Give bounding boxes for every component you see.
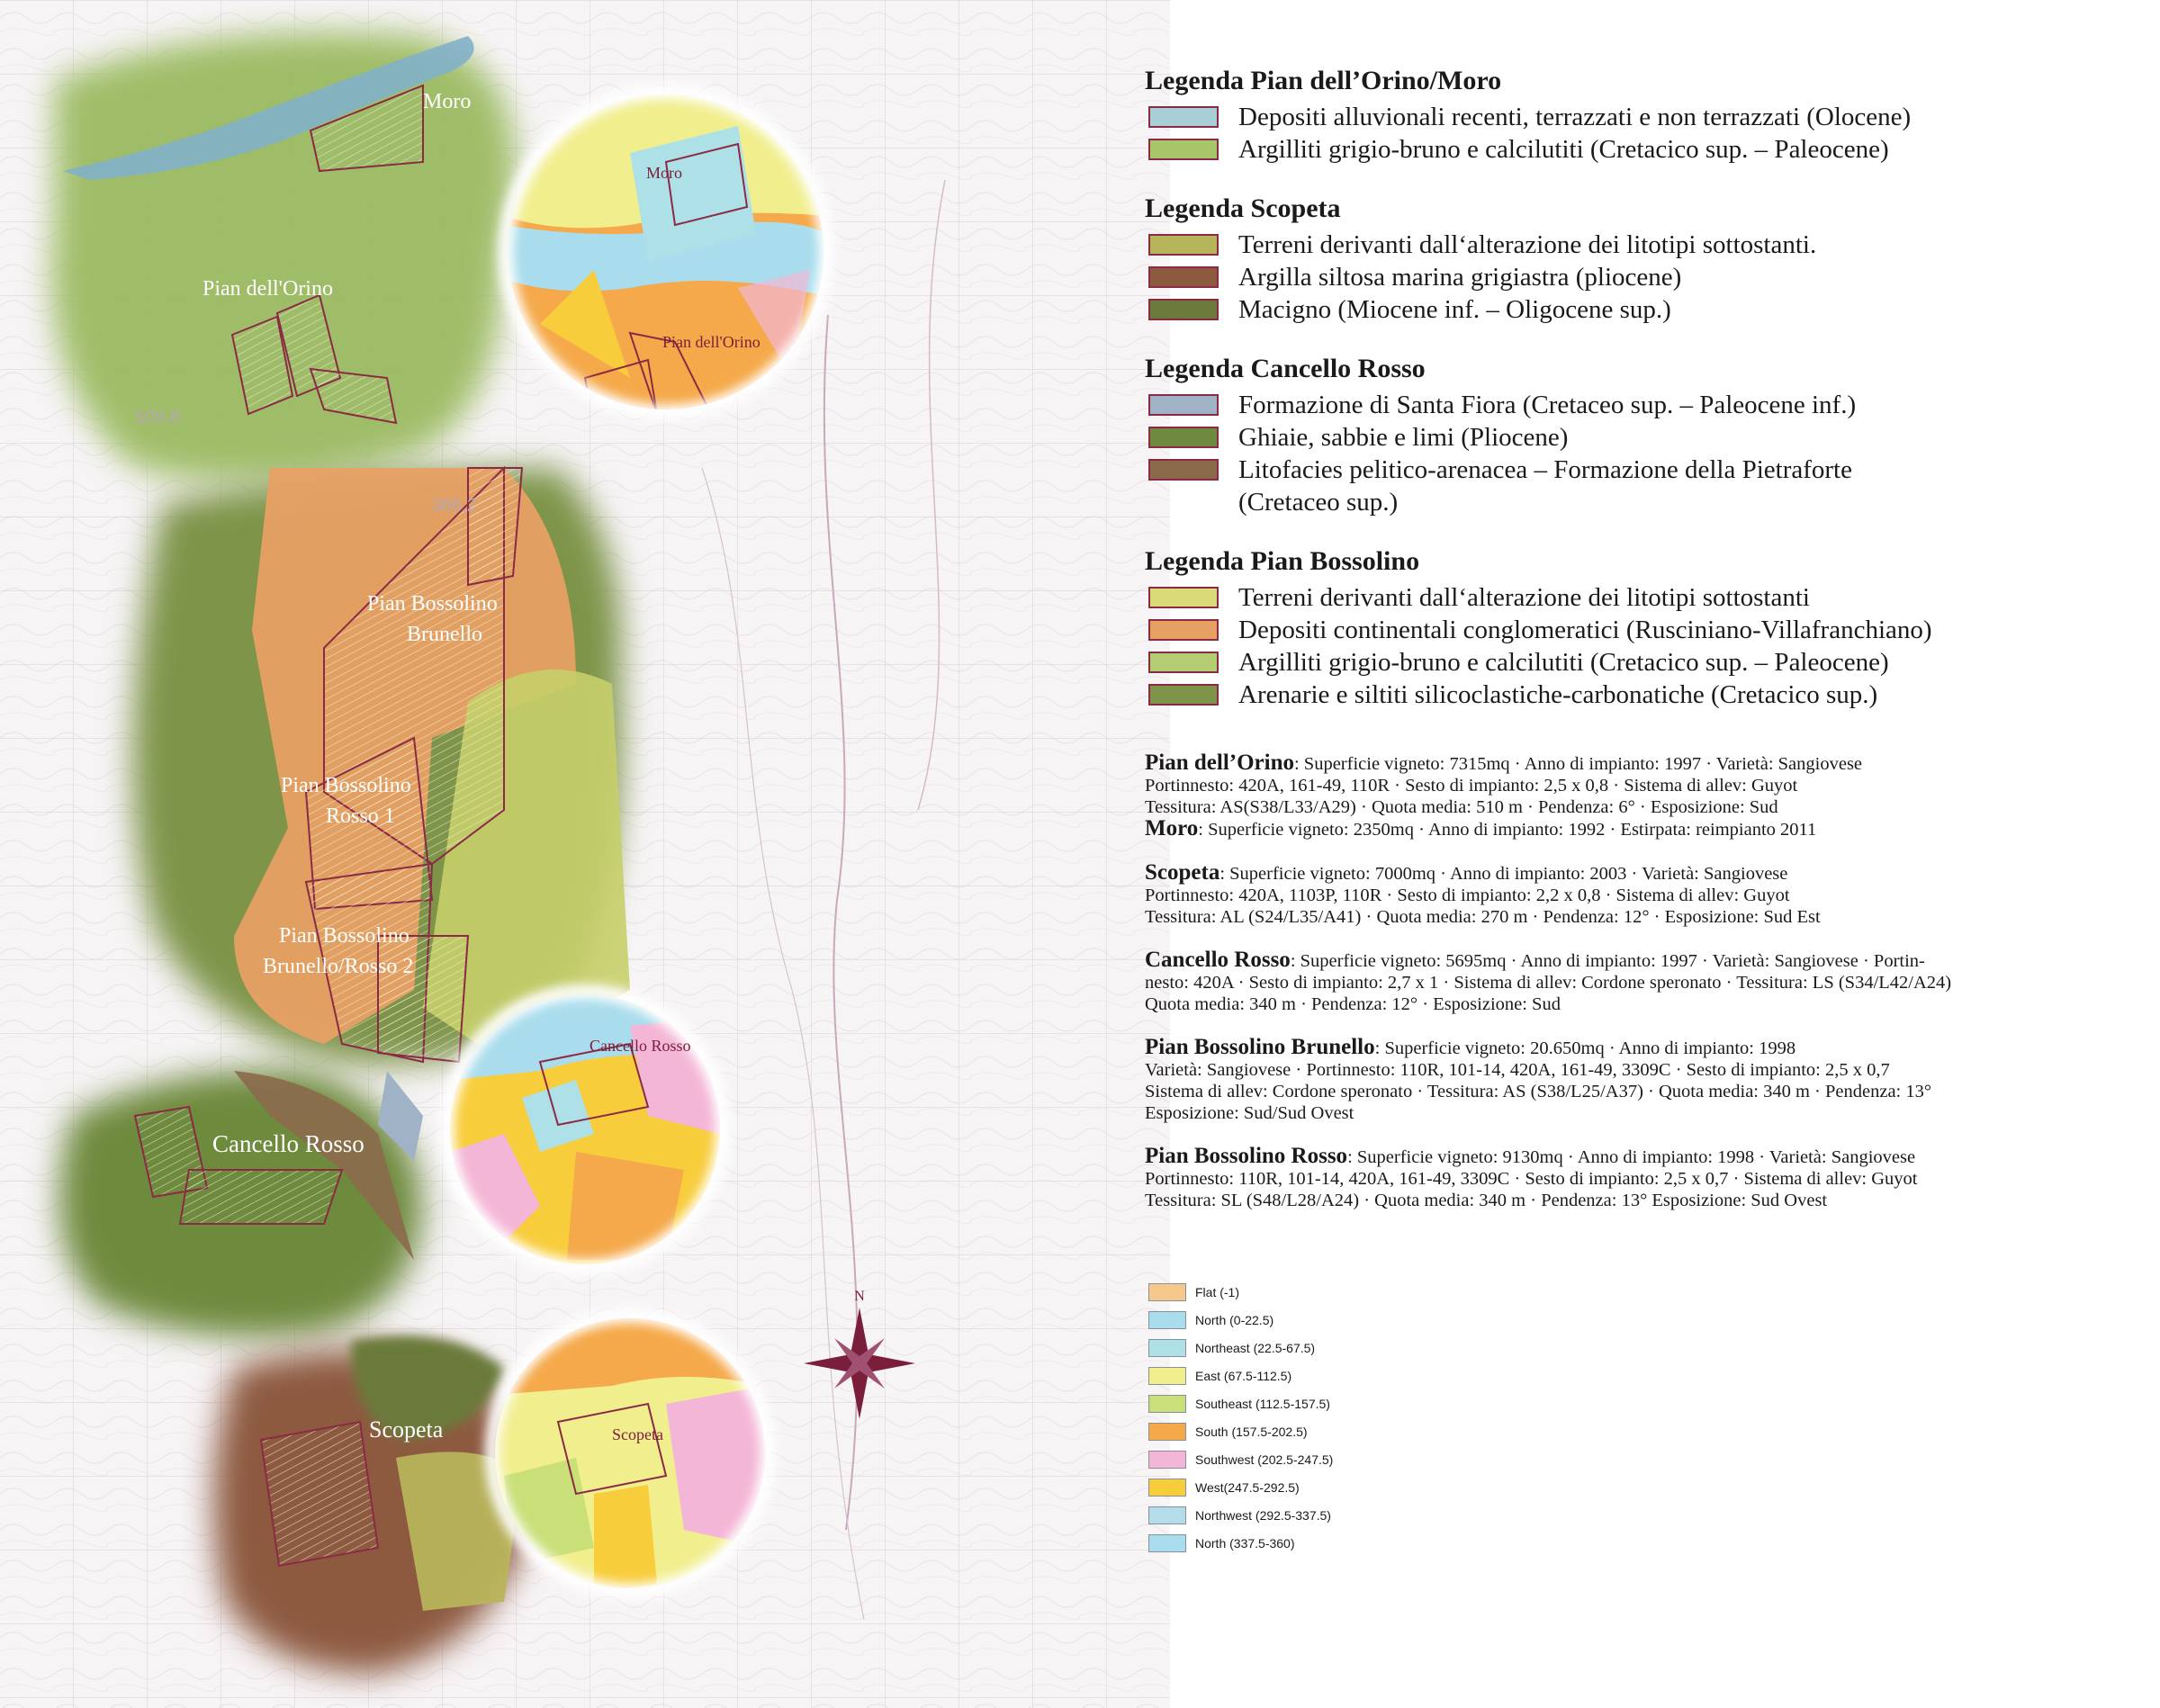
legend-block [1145, 65, 2144, 166]
legend-swatch [1148, 266, 1219, 288]
vineyard-line: Portinnesto: 420A, 161-49, 110R · Sesto di impianto: 2,5 x 0,8 · Sistema di allev: Guyot [1145, 776, 1798, 796]
aspect-label: North (0-22.5) [1195, 1312, 1274, 1327]
aspect-swatch [1148, 1506, 1186, 1524]
aspect-label: West(247.5-292.5) [1195, 1479, 1300, 1495]
legend-block [1145, 545, 2144, 711]
vineyard-text: : Superficie vigneto: 7315mq · Anno di impianto: 1997 · Varietà: Sangiovese [1293, 754, 1863, 774]
vineyard-line [1145, 1037, 2135, 1059]
label-cancello-small: Cancello Rosso [590, 1037, 691, 1055]
vineyard-line [1145, 862, 2135, 885]
vineyard-name: Pian Bossolino Brunello [1145, 1035, 1375, 1059]
label-bossolino-br2-1: Pian Bossolino [279, 924, 410, 948]
vineyard-entry [1145, 1146, 2135, 1211]
legend-item-label: Litofacies pelitico-arenacea – Formazione della Pietraforte [1238, 455, 1852, 484]
aspect-legend-item [1148, 1473, 1333, 1501]
label-moro: Moro [423, 90, 472, 113]
legend-block [1145, 353, 2144, 518]
aspect-label: East (67.5-112.5) [1195, 1368, 1292, 1383]
aspect-label: Northeast (22.5-67.5) [1195, 1340, 1316, 1355]
aspect-label: Southeast (112.5-157.5) [1195, 1396, 1330, 1411]
label-bossolino-br2-2: Brunello/Rosso 2 [263, 955, 414, 978]
legend-swatch [1148, 652, 1219, 673]
legend-swatch [1148, 427, 1219, 448]
aspect-legend-item [1148, 1417, 1333, 1445]
label-orino-small: Pian dell'Orino [662, 333, 760, 351]
vineyard-line [1145, 1146, 2135, 1168]
aspect-label: Southwest (202.5-247.5) [1195, 1452, 1334, 1467]
vineyard-info [1145, 752, 2135, 1233]
legend-item [1145, 454, 2144, 518]
legend-item [1145, 389, 2144, 421]
legend-item-text [1238, 133, 1889, 166]
legend-swatch [1148, 106, 1219, 128]
label-scopeta: Scopeta [369, 1416, 444, 1443]
label-bossolino-brunello-1: Pian Bossolino [367, 592, 498, 616]
legend-item [1145, 646, 2144, 679]
label-pian-dell-orino: Pian dell'Orino [202, 277, 333, 301]
legend-swatch [1148, 394, 1219, 416]
legend-item-label: Terreni derivanti dall‘alterazione dei litotipi sottostanti [1238, 583, 1810, 612]
vineyard-line: Quota media: 340 m · Pendenza: 12° · Esposizione: Sud [1145, 994, 1561, 1014]
label-bossolino-brunello-2: Brunello [407, 623, 482, 646]
legend-swatch [1148, 684, 1219, 706]
vineyard-line: Portinnesto: 420A, 1103P, 110R · Sesto di impianto: 2,2 x 0,8 · Sistema di allev: Guyot [1145, 885, 1790, 905]
aspect-swatch [1148, 1283, 1186, 1301]
label-bossolino-rosso1-2: Rosso 1 [326, 805, 395, 828]
legend-swatch [1148, 299, 1219, 320]
aspect-legend [1148, 1278, 1333, 1557]
aspect-label: South (157.5-202.5) [1195, 1424, 1308, 1439]
vineyard-name: Cancello Rosso [1145, 948, 1291, 972]
legend-item-label: Formazione di Santa Fiora (Cretaceo sup. – Paleocene inf.) [1238, 391, 1857, 419]
vineyard-text: : Superficie vigneto: 2350mq · Anno di impianto: 1992 · Estirpata: reimpianto 2011 [1198, 820, 1817, 840]
aspect-swatch [1148, 1423, 1186, 1441]
legend-item-text [1238, 389, 1856, 421]
legend-item-text [1238, 261, 1681, 293]
legend-item-label: Arenarie e siltiti silicoclastiche-carbonatiche (Cretacico sup.) [1238, 680, 1878, 709]
vineyard-text: : Superficie vigneto: 7000mq · Anno di impianto: 2003 · Varietà: Sangiovese [1220, 864, 1788, 884]
legend-title: Legenda Cancello Rosso [1145, 354, 1426, 383]
aspect-legend-item [1148, 1529, 1333, 1557]
legend-item-label: Argilliti grigio-bruno e calcilutiti (Cretacico sup. – Paleocene) [1238, 648, 1889, 677]
legend-item-label: (Cretaceo sup.) [1238, 488, 1399, 517]
legend-block [1145, 193, 2144, 326]
legend-item [1145, 679, 2144, 711]
aspect-label: Northwest (292.5-337.5) [1195, 1507, 1331, 1523]
vineyard-line: Tessitura: SL (S48/L28/A24) · Quota media: 340 m · Pendenza: 13° Esposizione: Sud Ovest [1145, 1191, 1828, 1210]
vineyard-entry [1145, 862, 2135, 928]
legend-swatch [1148, 619, 1219, 641]
aspect-legend-item [1148, 1389, 1333, 1417]
legend-item-text [1238, 229, 1816, 261]
aspect-legend-item [1148, 1334, 1333, 1362]
legend-title: Legenda Pian Bossolino [1145, 546, 1420, 576]
geology-legends [1145, 65, 2144, 738]
vineyard-line [1145, 752, 2135, 775]
vineyard-line: Tessitura: AL (S24/L35/A41) · Quota media: 270 m · Pendenza: 12° · Esposizione: Sud Est [1145, 907, 1821, 927]
label-cancello-rosso: Cancello Rosso [212, 1130, 364, 1157]
legend-item-text [1238, 581, 1810, 614]
vineyard-line: Esposizione: Sud/Sud Ovest [1145, 1103, 1354, 1123]
vineyard-line: Varietà: Sangiovese · Portinnesto: 110R, 101-14, 420A, 161-49, 3309C · Sesto di impianto: 2,5 x 0,7 [1145, 1060, 1890, 1080]
legend-item-label: Terreni derivanti dall‘alterazione dei litotipi sottostanti. [1238, 230, 1817, 259]
vineyard-entry [1145, 949, 2135, 1015]
vineyard-text: : Superficie vigneto: 9130mq · Anno di impianto: 1998 · Varietà: Sangiovese [1347, 1147, 1916, 1167]
vineyard-entry [1145, 752, 2135, 841]
legend-item [1145, 581, 2144, 614]
vineyard-line: Sistema di allev: Cordone speronato · Tessitura: AS (S38/L25/A37) · Quota media: 340 m · Pendenza: 13° [1145, 1082, 1932, 1101]
aspect-label: North (337.5-360) [1195, 1535, 1295, 1551]
legend-item-label: Argilliti grigio-bruno e calcilutiti (Cretacico sup. – Paleocene) [1238, 135, 1889, 164]
aspect-swatch [1148, 1534, 1186, 1552]
elevation-label: 509,8 [135, 408, 181, 427]
legend-item [1145, 261, 2144, 293]
legend-item [1145, 614, 2144, 646]
aspect-legend-item [1148, 1501, 1333, 1529]
vineyard-line [1145, 949, 2135, 972]
vineyard-name: Pian Bossolino Rosso [1145, 1144, 1348, 1168]
aspect-swatch [1148, 1339, 1186, 1357]
legend-item-label: Macigno (Miocene inf. – Oligocene sup.) [1238, 295, 1671, 324]
vineyard-name: Pian dell’Orino [1145, 751, 1294, 775]
vineyard-entry [1145, 1037, 2135, 1124]
elevation-label: 366,2 [432, 496, 478, 516]
label-moro-small: Moro [646, 164, 682, 182]
legend-swatch [1148, 234, 1219, 256]
vineyard-line [1145, 818, 2135, 841]
legend-item-label: Ghiaie, sabbie e limi (Pliocene) [1238, 423, 1569, 452]
aspect-legend-item [1148, 1362, 1333, 1389]
vineyard-name: Scopeta [1145, 860, 1220, 885]
aspect-swatch [1148, 1451, 1186, 1469]
vineyard-line: Portinnesto: 110R, 101-14, 420A, 161-49, 3309C · Sesto di impianto: 2,5 x 0,7 · Sistema di allev: Guyot [1145, 1169, 1918, 1189]
legend-item-label: Depositi continentali conglomeratici (Rusciniano-Villafranchiano) [1238, 616, 1932, 644]
legend-item [1145, 229, 2144, 261]
compass-north-label: N [854, 1289, 865, 1304]
legend-title: Legenda Scopeta [1145, 193, 1341, 223]
legend-swatch [1148, 459, 1219, 481]
legend-title: Legenda Pian dell’Orino/Moro [1145, 66, 1502, 95]
aspect-swatch [1148, 1311, 1186, 1329]
legend-swatch [1148, 587, 1219, 608]
vineyard-text: : Superficie vigneto: 20.650mq · Anno di impianto: 1998 [1374, 1038, 1796, 1058]
aspect-legend-item [1148, 1278, 1333, 1306]
legend-item [1145, 133, 2144, 166]
vineyard-line: nesto: 420A · Sesto di impianto: 2,7 x 1 · Sistema di allev: Cordone speronato · Tessitura: LS (S34/L42/A24) [1145, 973, 1952, 993]
aspect-legend-item [1148, 1445, 1333, 1473]
aspect-label: Flat (-1) [1195, 1284, 1239, 1299]
legend-item-label: Depositi alluvionali recenti, terrazzati e non terrazzati (Olocene) [1238, 103, 1912, 131]
legend-item-label: Argilla siltosa marina grigiastra (pliocene) [1238, 263, 1682, 292]
legend-item [1145, 293, 2144, 326]
legend-item-text [1238, 679, 1877, 711]
legend-item-text [1238, 101, 1911, 133]
legend-item-text [1238, 293, 1671, 326]
aspect-swatch [1148, 1367, 1186, 1385]
label-bossolino-rosso1-1: Pian Bossolino [281, 774, 411, 797]
legend-item [1145, 421, 2144, 454]
legend-swatch [1148, 139, 1219, 160]
legend-item-text [1238, 454, 1852, 518]
aspect-swatch [1148, 1479, 1186, 1497]
aspect-swatch [1148, 1395, 1186, 1413]
legend-item-text [1238, 421, 1568, 454]
aspect-legend-item [1148, 1306, 1333, 1334]
legend-item-text [1238, 646, 1889, 679]
vineyard-text: : Superficie vigneto: 5695mq · Anno di impianto: 1997 · Varietà: Sangiovese · Portin- [1290, 951, 1925, 971]
label-scopeta-small: Scopeta [612, 1425, 663, 1443]
legend-item-text [1238, 614, 1932, 646]
vineyard-line: Tessitura: AS(S38/L33/A29) · Quota media: 510 m · Pendenza: 6° · Esposizione: Sud [1145, 797, 1778, 817]
vineyard-name: Moro [1145, 816, 1199, 841]
legend-item [1145, 101, 2144, 133]
cancello-geology [58, 1070, 423, 1337]
